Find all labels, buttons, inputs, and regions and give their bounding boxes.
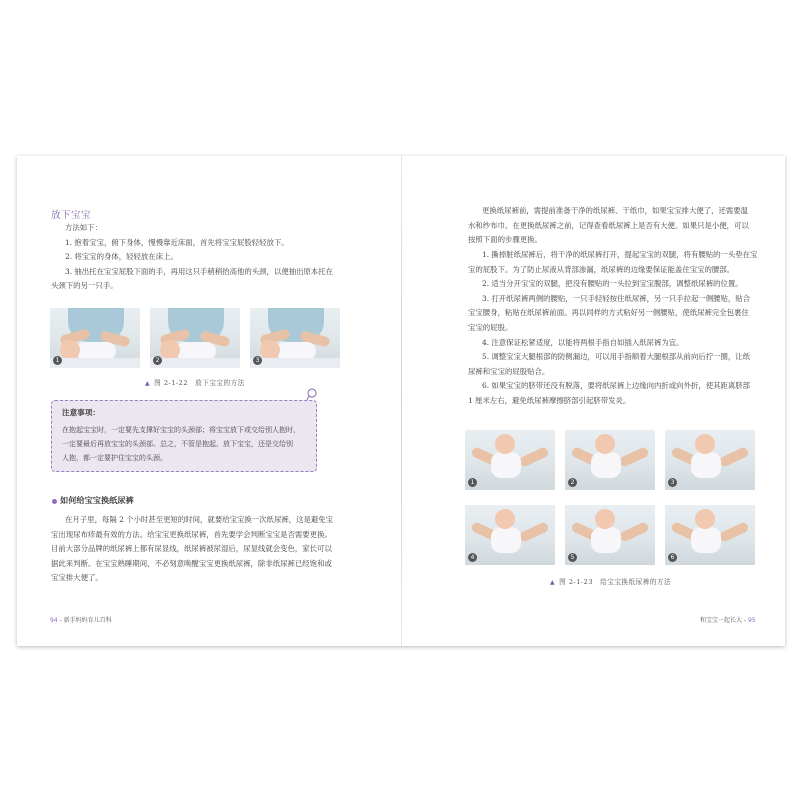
step-line: 宝的屁股下。为了防止尿液从背部渗漏，纸尿裤的边缘要保证能盖住宝宝的腰部。 [468,264,735,274]
step-line: 1 厘米左右，避免纸尿裤摩擦脐部引起脐带发炎。 [468,395,631,405]
notice-text [62,423,300,466]
step-line: 5. 调整宝宝大腿根部的防侧漏边，可以用手指顺着大腿根部从前向后拧一圈，让纸 [482,352,751,362]
left-footer [50,615,112,624]
body-line: 水和纱布巾。在更换纸尿裤之前，记得查看纸尿裤上是否有大便。如果只是小便，可以 [468,220,749,230]
step-line: 6. 如果宝宝的脐带还没有脱落，要将纸尿裤上边缘向内折或向外折，使其距离脐部 [482,381,751,391]
photo-step-2 [150,308,240,368]
photo-row-diaper-top [465,430,755,490]
caption-triangle-icon: ▲ [145,380,151,387]
notice-box [51,400,317,472]
body-line: 在月子里，每隔 2 个小时甚至更短的时间，就要给宝宝换一次纸尿裤，这是避免宝 [65,515,334,524]
photo-step-3 [665,430,755,490]
photo-number: 3 [253,356,262,365]
body-line: 更换纸尿裤前，需提前准备干净的纸尿裤、干纸巾，如果宝宝排大便了，还需要温 [482,206,749,215]
step-line: 1. 抱着宝宝，俯下身体，慢慢靠近床面，首先将宝宝屁股轻轻放下。 [65,237,289,247]
body-line: 目前大部分品牌的纸尿裤上都有尿显线，纸尿裤被尿湿后，尿显线就会变色，家长可以 [51,544,332,554]
step-line: 3. 抽出托在宝宝屁股下面的手，再用这只手稍稍抬高他的头颈，以便抽出原本托在 [65,266,334,276]
right-steps [468,248,757,409]
body-line: 据此来判断。在宝宝熟睡期间，不必刻意唤醒宝宝更换纸尿裤，除非纸尿裤已经饱和或 [51,558,332,568]
notice-title: 注意事项： [62,408,100,417]
step-line: 头颈下的另一只手。 [51,281,118,291]
book-title: 和宝宝一起长大 - [700,617,747,624]
photo-number: 2 [153,356,162,365]
step-line: 2. 将宝宝的身体，轻轻放在床上。 [65,252,178,262]
photo-number: 3 [668,478,677,487]
photo-step-2 [565,430,655,490]
photo-number: 6 [668,553,677,562]
photo-number: 5 [568,553,577,562]
body-line: 按照下面的步骤更换。 [468,235,542,245]
step-line: 宝宝腰身，粘贴在纸尿裤前面。再以同样的方式粘好另一侧腰贴，使纸尿裤完全包裹住 [468,308,749,318]
notice-line: 人抱，都一定要护住宝宝的头颈。 [62,454,167,463]
intro-line: 方法如下： [65,223,102,232]
subsection-title: 如何给宝宝换纸尿裤 [60,495,134,505]
step-line: 尿裤和宝宝的屁股贴合。 [468,366,550,376]
page-number: 95 [748,617,756,624]
right-intro-text [468,204,749,248]
body-line: 宝出现尿布疹最有效的方法。给宝宝更换纸尿裤，首先要学会判断宝宝是否需要更换。 [51,529,332,539]
right-footer [700,615,756,624]
photo-number: 1 [468,478,477,487]
left-steps [51,221,333,294]
body-line: 宝宝排大便了。 [51,573,103,583]
photo-step-4 [465,505,555,565]
step-line: 2. 适当分开宝宝的双腿，把没有腰贴的一头拉到宝宝腹部，调整纸尿裤的位置。 [482,279,743,289]
photo-step-6 [665,505,755,565]
book-spread [17,156,785,646]
figure-caption [550,576,671,586]
step-line: 1. 撕掉脏纸尿裤后，将干净的纸尿裤打开，提起宝宝的双腿，将有腰贴的一头垫在宝 [482,250,758,259]
photo-row-diaper-bottom [465,505,755,565]
caption-triangle-icon: ▲ [550,579,556,586]
bullet-dot-icon [52,499,57,504]
caption-text: 图 2-1-22 放下宝宝的方法 [154,379,245,387]
figure-caption [145,377,245,387]
right-page [402,156,785,646]
photo-step-1 [50,308,140,368]
photo-step-5 [565,505,655,565]
caption-text: 图 2-1-23 给宝宝换纸尿裤的方法 [559,578,672,586]
book-title: - 新手妈妈育儿百科 [59,617,112,624]
page-number: 94 [50,617,58,624]
photo-number: 1 [53,356,62,365]
section-title: 放下宝宝 [51,210,92,221]
notice-line: 在抱起宝宝时，一定要先支撑好宝宝的头颈部；将宝宝放下或交给别人抱时， [62,426,300,434]
step-line: 4. 注意保证松紧适度，以能将两根手指自如插入纸尿裤为宜。 [482,337,684,347]
photo-step-3 [250,308,340,368]
photo-number: 2 [568,478,577,487]
step-line: 宝宝的屁股。 [468,322,513,332]
step-line: 3. 打开纸尿裤两侧的腰贴，一只手轻轻按住纸尿裤，另一只手拉起一侧腰贴，贴合 [482,293,751,303]
left-page [17,156,401,646]
left-body-text [51,513,333,586]
photo-number: 4 [468,553,477,562]
photo-step-1 [465,430,555,490]
photo-row-put-down [50,308,340,368]
notice-line: 一定要最后再放宝宝的头颈部。总之，不管是抱起、放下宝宝，还是交给别 [62,440,293,449]
